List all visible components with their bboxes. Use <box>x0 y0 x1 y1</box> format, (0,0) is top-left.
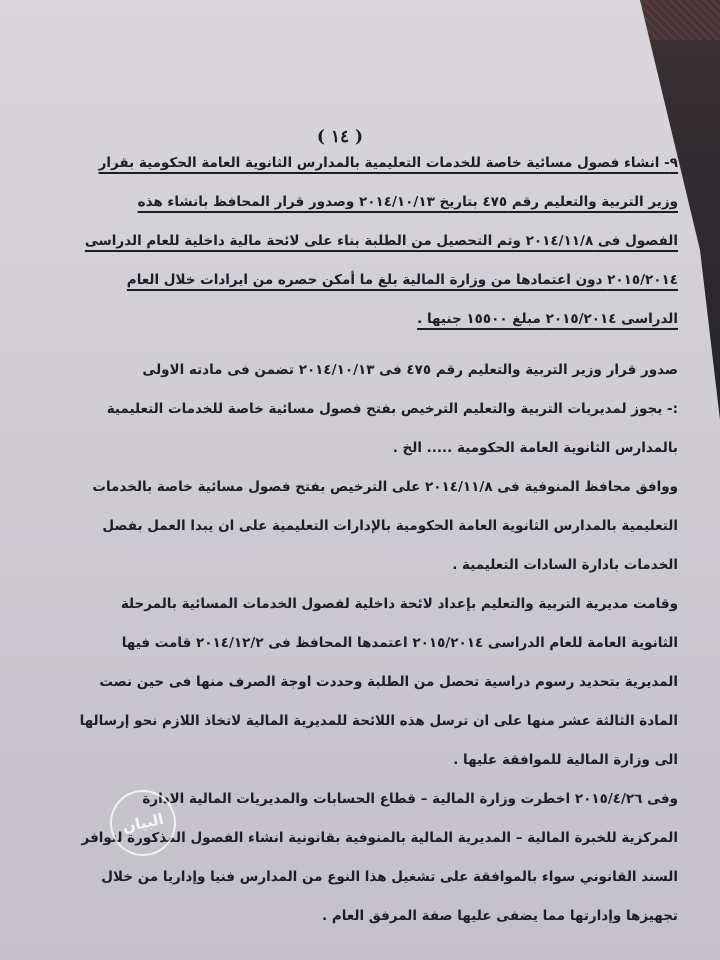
text-line: صدور قرار وزير التربية والتعليم رقم ٤٧٥ فى ٢٠١٤/١٠/١٣ تضمن فى مادته الاولى <box>142 362 678 378</box>
text-line: المادة الثالثة عشر منها على ان ترسل هذه اللائحة للمديرية المالية لاتخاذ اللازم نحو إرسالها <box>79 713 678 729</box>
text-line: وزير التربية والتعليم رقم ٤٧٥ بتاريخ ٢٠١٤/١٠/١٣ وصدور قرار المحافظ بانشاء هذه <box>137 194 678 210</box>
text-line: ٢٠١٥/٢٠١٤ دون اعتمادها من وزارة المالية بلغ ما أمكن حصره من ايرادات خلال العام <box>126 272 678 288</box>
text-line: وفى ٢٠١٥/٤/٢٦ اخطرت وزارة المالية – قطاع الحسابات والمديريات المالية الادارة <box>142 791 678 807</box>
watermark-logo: البيان <box>104 784 182 862</box>
text-line: الثانوية العامة للعام الدراسى ٢٠١٥/٢٠١٤ اعتمدها المحافظ فى ٢٠١٤/١٢/٢ قامت فيها <box>121 635 678 651</box>
text-line: السند القانوني سواء بالموافقة على تشغيل هذا النوع من المدارس فنيا وإداريا من خلال <box>101 869 678 885</box>
text-line: الى وزارة المالية للموافقة عليها . <box>453 752 678 768</box>
text-line: المركزية للخبرة المالية – المديرية المالية بالمنوفية بقانونية انشاء الفصول المذكورة لتوافر <box>81 830 678 846</box>
text-line: بالمدارس الثانوية العامة الحكومية ..... الخ . <box>392 440 678 456</box>
page-number: ( ١٤ ) <box>316 127 364 147</box>
text-line: :- يجوز لمديريات التربية والتعليم الترخيص بفتح فصول مسائية خاصة للخدمات التعليمية <box>106 401 678 417</box>
text-line: وقامت مديرية التربية والتعليم بإعداد لائحة داخلية لفصول الخدمات المسائية بالمرحلة <box>120 596 678 612</box>
text-line: الخدمات بادارة السادات التعليمية . <box>452 557 678 573</box>
text-line: تجهيزها وإدارتها مما يضفى عليها صفة المرفق العام . <box>321 908 678 924</box>
text-line: ووافق محافظ المنوفية فى ٢٠١٤/١١/٨ على الترخيص بفتح فصول مسائية خاصة بالخدمات <box>92 479 678 495</box>
text-line: الدراسى ٢٠١٥/٢٠١٤ مبلغ ١٥٥٠٠ جنيها . <box>417 311 678 327</box>
text-line: التعليمية بالمدارس الثانوية العامة الحكومية بالإدارات التعليمية على ان يبدا العمل بفصل <box>102 518 678 534</box>
text-line: المديرية بتحديد رسوم دراسية تحصل من الطلبة وحددت اوجة الصرف منها فى حين نصت <box>99 674 678 690</box>
text-line: ٩- انشاء فصول مسائية خاصة للخدمات التعليمية بالمدارس الثانوية العامة الحكومية بقرار <box>98 155 678 171</box>
text-line: الفصول فى ٢٠١٤/١١/٨ وتم التحصيل من الطلبة بناء على لائحة مالية داخلية للعام الدراسى <box>84 233 678 249</box>
